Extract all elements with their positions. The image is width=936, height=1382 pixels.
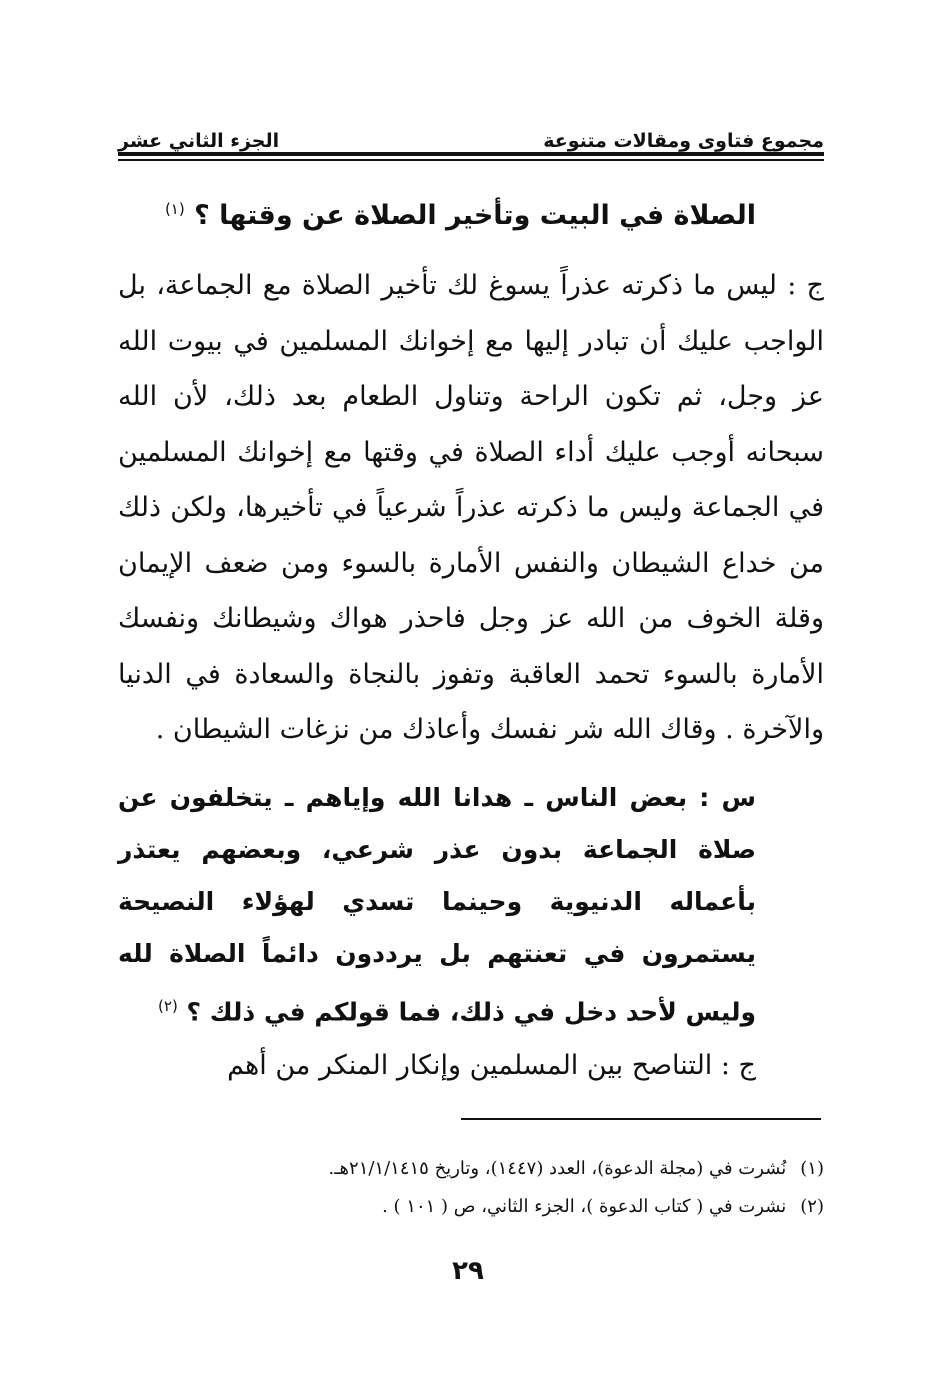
answer-paragraph-2: ج : التناصح بين المسلمين وإنكار المنكر من أهم xyxy=(227,1050,756,1081)
title-text: الصلاة في البيت وتأخير الصلاة عن وقتها ؟ xyxy=(194,200,756,231)
question-paragraph xyxy=(118,772,756,1038)
title-footnote-ref: (١) xyxy=(164,200,185,218)
footnote-number: (١) xyxy=(800,1158,824,1179)
footnotes xyxy=(118,1150,824,1226)
footnote-2 xyxy=(118,1188,824,1226)
question-title xyxy=(165,200,756,231)
volume-label: الجزء الثاني عشر xyxy=(118,130,280,152)
header-rule-thick xyxy=(118,152,824,156)
page-number: ٢٩ xyxy=(452,1256,484,1286)
question-text: س : بعض الناس ـ هدانا الله وإياهم ـ يتخلفون عن صلاة الجماعة بدون عذر شرعي، وبعضهم يعتذر بأعماله الدنيوية وحينما تسدي لهؤلاء النصيحة يستمرون في تعنتهم بل يرددون دائماً الصلاة لله وليس لأحد دخل في ذلك، فما قولكم في ذلك ؟ xyxy=(118,783,756,1027)
footnote-text: نُشرت في (مجلة الدعوة)، العدد (١٤٤٧)، وتاريخ ٢١/١/١٤١٥هـ. xyxy=(328,1158,787,1179)
question-footnote-ref: (٢) xyxy=(158,997,178,1015)
header-rule-thin xyxy=(118,159,824,161)
footnote-separator xyxy=(461,1118,821,1120)
footnote-1 xyxy=(118,1150,824,1188)
answer-paragraph-1: ج : ليس ما ذكرته عذراً يسوغ لك تأخير الصلاة مع الجماعة، بل الواجب عليك أن تبادر إليها مع إخوانك المسلمين في بيوت الله عز وجل، ثم تكون الراحة وتناول الطعام بعد ذلك، لأن الله سبحانه أوجب عليك أداء الصلاة في وقتها مع إخوانك المسلمين في الجماعة وليس ما ذكرته عذراً شرعياً في تأخيرها، ولكن ذلك من خداع الشيطان والنفس الأمارة بالسوء ومن ضعف الإيمان وقلة الخوف من الله عز وجل فاحذر هواك وشيطانك ونفسك الأمارة بالسوء تحمد العاقبة وتفوز بالنجاة والسعادة في الدنيا والآخرة . وقاك الله شر نفسك وأعاذك من نزغات الشيطان . xyxy=(118,270,824,745)
footnote-number: (٢) xyxy=(800,1196,824,1217)
footnote-text: نشرت في ( كتاب الدعوة )، الجزء الثاني، ص ( ١٠١ ) . xyxy=(382,1196,787,1217)
running-header xyxy=(118,120,824,152)
book-title: مجموع فتاوى ومقالات متنوعة xyxy=(543,130,824,152)
